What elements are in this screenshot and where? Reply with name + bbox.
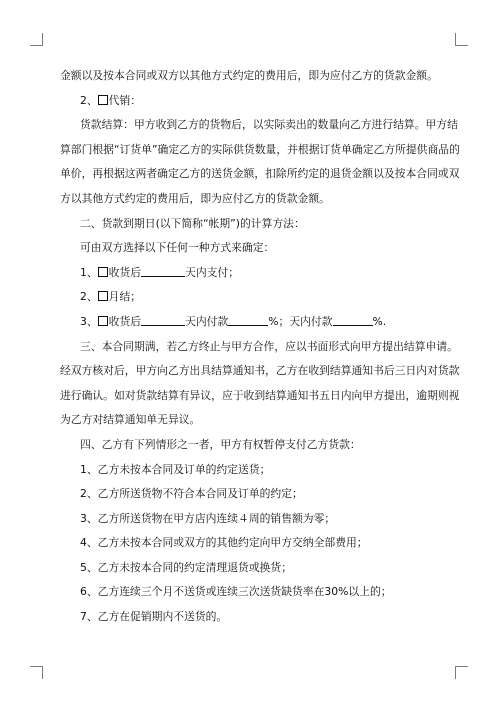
paragraph-line: 金额以及按本合同或双方以其他方式约定的费用后，即为应付乙方的货款金额。 [60,69,438,82]
paragraph-line: 算部门根据“订货单”确定乙方的实际供货数量，并根据订货单确定乙方所提供商品的 [60,142,460,156]
document-body [60,64,460,630]
item-number: 2、 [80,93,98,107]
option-label: 月结； [108,290,142,304]
item-number: 3、 [80,314,98,328]
section-heading: 二、货款到期日(以下简称“帐期”)的计算方法： [80,216,305,230]
list-item: 4、乙方未按本合同或双方的其他约定向甲方交纳全部费用； [80,536,368,550]
list-item: 5、乙方未按本合同的约定清理退货或换货； [80,560,293,574]
paragraph-line: 进行确认。如对货款结算有异议，应于收到结算通知书五日内向甲方提出，逾期则视 [60,388,460,402]
section-heading: 四、乙方有下列情形之一者，甲方有权暂停支付乙方货款： [80,437,361,451]
paragraph-line: 为乙方对结算通知单无异议。 [60,413,201,427]
list-item: 6、乙方连续三个月不送货或连续三次送货缺货率在30%以上的； [80,585,392,599]
blank-field[interactable] [228,315,268,326]
option-label: 收货后 [108,265,142,279]
option-label: 代销： [108,93,142,107]
checkbox-icon[interactable] [98,267,108,277]
option-label: %；天内付款 [268,314,333,328]
paragraph-line: 可由双方选择以下任何一种方式来确定： [80,241,275,255]
item-number: 1、 [80,265,98,279]
option-days-after-receipt [60,261,442,286]
checkbox-icon[interactable] [98,95,108,105]
option-label: %. [372,314,387,328]
option-installment [60,310,442,335]
option-label: 收货后 [108,314,142,328]
paragraph-line: 经双方核对后，甲方向乙方出具结算通知书，乙方在收到结算通知书后三日内对货款 [60,364,460,378]
paragraph-line: 方以其他方式约定的费用后，即为应付乙方的货款金额。 [60,191,330,205]
list-item: 2、乙方所送货物不符合本合同及订单的约定； [80,487,303,501]
option-label: 天内付款 [185,314,229,328]
crop-mark-top-right [455,33,468,46]
crop-mark-bottom-left [30,666,43,679]
blank-field[interactable] [333,315,373,326]
option-monthly [60,285,442,310]
section-heading: 三、本合同期满，若乙方终止与甲方合作，应以书面形式向甲方提出结算申请。 [80,339,458,353]
blank-field[interactable] [141,266,185,277]
crop-mark-bottom-right [455,666,468,679]
option-consignment [60,89,442,114]
blank-field[interactable] [141,315,185,326]
list-item: 1、乙方未按本合同及订单的约定送货； [80,462,271,476]
paragraph-line: 单价，再根据这两者确定乙方的送货金额，扣除所约定的退货金额以及按本合同或双 [60,167,460,181]
option-label: 天内支付； [185,265,240,279]
crop-mark-top-left [30,33,43,46]
paragraph-line: 货款结算：甲方收到乙方的货物后，以实际卖出的数量向乙方进行结算。甲方结 [80,118,458,132]
checkbox-icon[interactable] [98,316,108,326]
checkbox-icon[interactable] [98,291,108,301]
item-number: 2、 [80,290,98,304]
list-item: 3、乙方所送货物在甲方店内连续４周的销售额为零； [80,511,336,525]
list-item: 7、乙方在促销期内不送货的。 [80,610,228,624]
